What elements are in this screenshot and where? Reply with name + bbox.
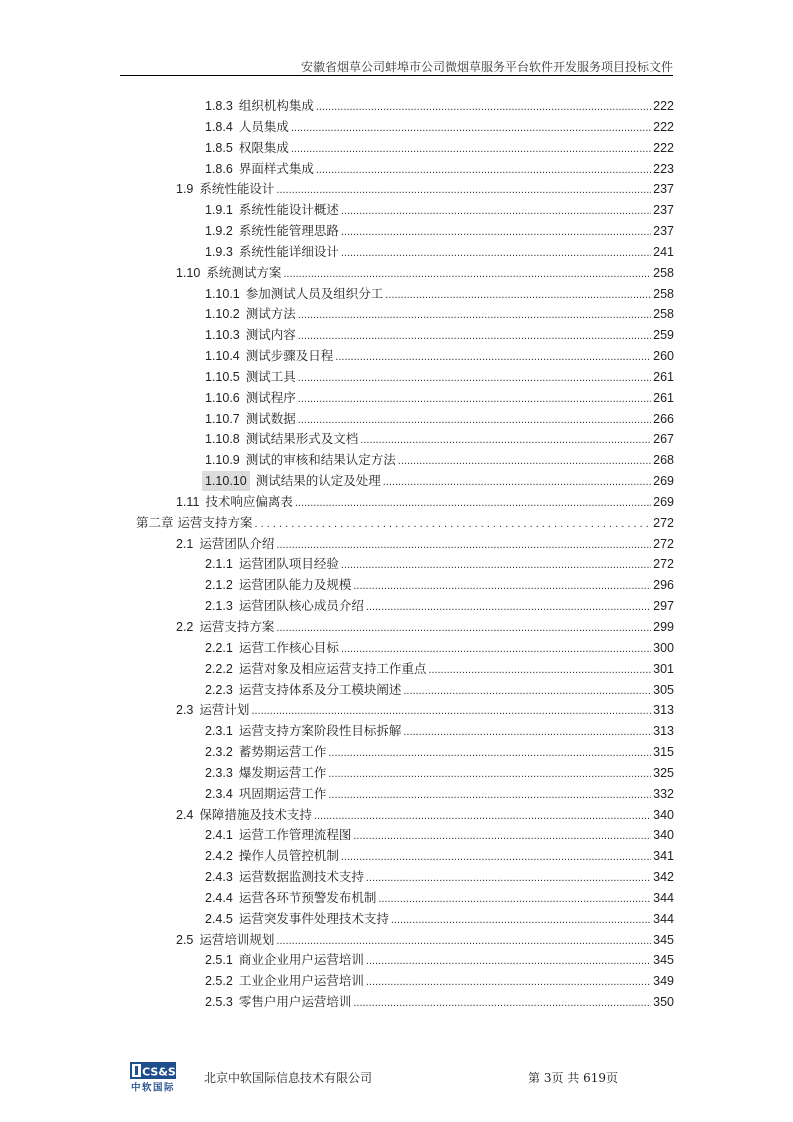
toc-entry-page: 341: [653, 849, 674, 864]
toc-entry-page: 237: [653, 224, 674, 239]
toc-entry-number: 2.1.2: [205, 578, 233, 593]
toc-entry-page: 350: [653, 995, 674, 1010]
toc-entry[interactable]: [205, 659, 674, 679]
toc-entry-page: 340: [653, 807, 674, 822]
toc-entry-page: 259: [653, 328, 674, 343]
toc-entry-number: 1.10.6: [205, 390, 240, 405]
toc-entry-page: 301: [653, 661, 674, 676]
toc-entry-number: 1.9.2: [205, 224, 233, 239]
toc-entry[interactable]: [176, 700, 674, 720]
toc-entry-page: 315: [653, 745, 674, 760]
toc-entry-number: 1.8.3: [205, 99, 233, 113]
toc-entry-number: 1.9.1: [205, 203, 233, 218]
toc-entry-number: 2.2.2: [205, 661, 233, 676]
toc-entry-number: 2.3.1: [205, 724, 233, 739]
toc-entry-page: 261: [653, 390, 674, 405]
toc-entry-page: 272: [653, 515, 674, 530]
toc-entry-title: 运营支持方案: [177, 514, 253, 530]
toc-entry[interactable]: [205, 304, 674, 324]
dot-leader: [341, 847, 651, 867]
toc-entry[interactable]: [205, 867, 674, 887]
toc-entry-page: 272: [653, 536, 674, 551]
toc-entry[interactable]: [205, 450, 674, 470]
toc-entry[interactable]: [205, 784, 674, 804]
toc-entry-title: 工业企业用户运营培训: [238, 973, 364, 989]
toc-entry-title: 爆发期运营工作: [238, 764, 327, 780]
toc-entry-number: 1.10.4: [205, 349, 240, 364]
toc-entry-title: 系统测试方案: [206, 264, 282, 280]
toc-entry-title: 测试数据: [245, 410, 296, 426]
toc-entry[interactable]: [176, 179, 674, 199]
toc-entry-page: 223: [653, 161, 674, 176]
toc-entry-number: 2.4.1: [205, 828, 233, 843]
toc-entry-page: 272: [653, 557, 674, 572]
dot-leader: [366, 868, 651, 888]
toc-entry-number: 2.3.2: [205, 745, 233, 760]
toc-entry-number: 2.2.3: [205, 682, 233, 697]
dot-leader: [291, 139, 651, 159]
dot-leader: [366, 951, 651, 971]
toc-entry-title: 人员集成: [238, 118, 289, 134]
toc-entry-number: 2.5: [176, 932, 194, 947]
toc-entry-page: 297: [653, 599, 674, 614]
toc-entry-number: 1.10.1: [205, 286, 240, 301]
toc-entry-page: 258: [653, 307, 674, 322]
dot-leader: [341, 201, 651, 221]
toc-entry-page: 313: [653, 724, 674, 739]
toc-entry-title: 运营支持体系及分工模块阐述: [238, 681, 402, 697]
toc-entry-title: 运营支持方案阶段性目标拆解: [238, 723, 402, 739]
footer-page-number: 第 3页 共 619页: [528, 1071, 618, 1085]
toc-entry-number: 1.11: [176, 494, 200, 509]
page-header: 安徽省烟草公司蚌埠市公司微烟草服务平台软件开发服务项目投标文件: [300, 60, 673, 74]
toc-entry-title: 巩固期运营工作: [238, 785, 327, 801]
toc-entry-title: 测试内容: [245, 327, 296, 343]
toc-entry-title: 系统性能详细设计: [238, 243, 339, 259]
toc-entry[interactable]: [205, 888, 674, 908]
toc-entry[interactable]: [205, 909, 674, 929]
toc-entry-title: 界面样式集成: [238, 160, 314, 176]
toc-entry-title: 蓄势期运营工作: [238, 744, 327, 760]
toc-entry-page: 300: [653, 640, 674, 655]
toc-entry-title: 运营培训规划: [199, 931, 275, 947]
toc-entry[interactable]: [205, 346, 674, 366]
toc-entry-title: 测试的审核和结果认定方法: [245, 452, 396, 468]
toc-entry-number: 2.4.5: [205, 911, 233, 926]
toc-entry-number: 2.2: [176, 620, 194, 634]
toc-entry-page: 305: [653, 682, 674, 697]
dot-leader: [366, 972, 651, 992]
dot-leader: [391, 910, 651, 930]
dot-leader: [366, 597, 651, 617]
toc-entry-title: 权限集成: [238, 139, 289, 155]
dot-leader: [298, 410, 651, 430]
dot-leader: [283, 264, 651, 284]
toc-entry-page: 349: [653, 974, 674, 989]
toc-entry-page: 269: [653, 474, 674, 489]
dot-leader: [328, 743, 651, 763]
toc-entry-page: 313: [653, 703, 674, 718]
toc-entry-title: 运营支持方案: [199, 619, 275, 634]
toc-entry-title: 操作人员管控机制: [238, 848, 339, 864]
toc-entry-title: 测试结果形式及文档: [245, 431, 359, 447]
dot-leader: [316, 160, 651, 180]
dot-leader: [298, 326, 651, 346]
toc-entry-number: 1.10.7: [205, 411, 240, 426]
toc-entry[interactable]: [176, 492, 674, 512]
toc-entry[interactable]: [205, 721, 674, 741]
toc-entry-title: 运营团队项目经验: [238, 556, 339, 572]
toc-entry-number: 2.4.4: [205, 890, 233, 905]
toc-entry-page: 267: [653, 432, 674, 447]
dot-leader: [316, 97, 651, 117]
toc-entry[interactable]: [176, 263, 674, 283]
toc-entry[interactable]: [176, 930, 674, 950]
dot-leader: [298, 305, 651, 325]
dot-leader: [385, 285, 651, 305]
toc-entry-title: 测试程序: [245, 389, 296, 405]
toc-entry[interactable]: [176, 805, 674, 825]
toc-entry-title: 运营对象及相应运营支持工作重点: [238, 660, 427, 676]
toc-entry-title: 测试工具: [245, 368, 296, 384]
toc-entry-number: 第二章: [136, 514, 174, 530]
toc-entry-number: 1.9.3: [205, 244, 233, 259]
toc-entry-number: 2.1.3: [205, 599, 233, 614]
toc-entry-number: 2.3.4: [205, 786, 233, 801]
dot-leader: [295, 493, 651, 513]
toc-entry-title: 商业企业用户运营培训: [238, 952, 364, 968]
toc-entry-title: 运营团队介绍: [199, 535, 275, 551]
toc-entry-page: 260: [653, 349, 674, 364]
toc-entry[interactable]: [205, 950, 674, 970]
toc-entry-title: 运营工作管理流程图: [238, 827, 352, 843]
header-rule: [120, 75, 673, 76]
dot-leader: [403, 722, 651, 742]
toc-entry-title: 运营各环节预警发布机制: [238, 889, 377, 905]
dot-leader: [314, 806, 651, 826]
toc-entry-number: 1.8.6: [205, 161, 233, 176]
dot-leader: [341, 222, 651, 242]
toc-entry[interactable]: [205, 596, 674, 616]
toc-entry[interactable]: [205, 554, 674, 574]
toc-entry-page: 296: [653, 578, 674, 593]
toc-entry-page: 344: [653, 890, 674, 905]
toc-entry[interactable]: [205, 284, 674, 304]
toc-entry-page: 258: [653, 286, 674, 301]
svg-text:中软国际: 中软国际: [130, 1082, 176, 1092]
toc-entry-number: 2.3.3: [205, 765, 233, 780]
toc-entry-title: 测试方法: [245, 306, 296, 322]
toc-entry-number: 2.4.3: [205, 870, 233, 885]
toc-entry-page: 258: [653, 265, 674, 280]
dot-leader: [353, 576, 651, 596]
toc-entry-page: 340: [653, 828, 674, 843]
toc-entry-page: 342: [653, 870, 674, 885]
toc-entry[interactable]: [205, 825, 674, 845]
toc-entry[interactable]: [205, 575, 674, 595]
dot-leader: [341, 243, 651, 263]
toc-entry-page: 222: [653, 119, 674, 134]
toc-entry-page: 345: [653, 953, 674, 968]
toc-entry-number: 2.1: [176, 536, 194, 551]
toc-entry[interactable]: [205, 846, 674, 866]
toc-entry-title: 参加测试人员及组织分工: [245, 285, 384, 301]
toc-entry-title: 运营团队能力及规模: [238, 577, 352, 593]
dot-leader: [276, 535, 651, 555]
dot-leader: [383, 472, 651, 492]
toc-entry[interactable]: [205, 680, 674, 700]
toc-entry[interactable]: [205, 96, 674, 116]
dot-leader: [328, 785, 651, 805]
toc-entry-title: 运营工作核心目标: [238, 639, 339, 655]
svg-text:CS&S: CS&S: [142, 1065, 176, 1079]
dot-leader: [298, 368, 651, 388]
toc-entry[interactable]: [205, 992, 674, 1012]
toc-entry-page: 222: [653, 140, 674, 155]
toc-entry-number: 1.9: [176, 182, 194, 197]
toc-entry-title: 运营计划: [199, 702, 250, 718]
toc-entry[interactable]: [205, 742, 674, 762]
toc-entry[interactable]: [205, 429, 674, 449]
toc-entry-number: 2.5.3: [205, 995, 233, 1010]
company-logo: [130, 1062, 176, 1092]
toc-entry-title: 运营突发事件处理技术支持: [238, 910, 389, 926]
toc-entry-title: 运营数据监测技术支持: [238, 869, 364, 885]
toc-entry-page: 269: [653, 494, 674, 509]
dot-leader: [378, 889, 651, 909]
dot-leader: [251, 701, 651, 721]
toc-entry-title: 零售户用户运营培训: [238, 994, 352, 1010]
toc-entry-number: 1.10.5: [205, 369, 240, 384]
toc-entry[interactable]: [136, 513, 674, 533]
toc-entry[interactable]: [205, 242, 674, 262]
dot-leader: [341, 639, 651, 659]
dot-leader: [341, 555, 651, 575]
dot-leader: [335, 347, 651, 367]
toc-entry[interactable]: [205, 200, 674, 220]
toc-entry-number: 2.4: [176, 807, 194, 822]
dot-leader: [276, 618, 651, 638]
dot-leader: [398, 451, 651, 471]
toc-entry-page: 345: [653, 932, 674, 947]
toc-entry-number: 2.3: [176, 703, 194, 718]
toc-entry[interactable]: [205, 117, 674, 137]
toc-entry-title: 保障措施及技术支持: [199, 806, 312, 822]
dot-leader: [403, 681, 651, 701]
dot-leader: [255, 514, 652, 534]
toc-entry[interactable]: [205, 221, 674, 241]
toc-entry-title: 技术响应偏离表: [205, 493, 293, 509]
dot-leader: [328, 764, 651, 784]
toc-entry-number: 1.10.9: [205, 453, 240, 468]
toc-entry[interactable]: [205, 763, 674, 783]
toc-entry-page: 237: [653, 203, 674, 218]
toc-entry-number: 1.10.10: [202, 471, 250, 491]
toc-entry-page: 332: [653, 786, 674, 801]
toc-entry-number: 1.10.2: [205, 307, 240, 322]
toc-entry-page: 222: [653, 99, 674, 113]
toc-entry[interactable]: [205, 367, 674, 387]
toc-entry-number: 1.10: [176, 265, 201, 280]
toc-entry-number: 1.10.3: [205, 328, 240, 343]
toc-entry-page: 344: [653, 911, 674, 926]
toc-entry-page: 268: [653, 453, 674, 468]
toc-entry-title: 测试结果的认定及处理: [255, 473, 381, 489]
toc-entry-page: 299: [653, 620, 674, 634]
toc-entry-number: 1.8.4: [205, 119, 233, 134]
toc-entry[interactable]: [205, 138, 674, 158]
dot-leader: [276, 180, 651, 200]
toc-entry-number: 1.8.5: [205, 140, 233, 155]
dot-leader: [428, 660, 651, 680]
toc-entry[interactable]: [205, 159, 674, 179]
dot-leader: [353, 826, 651, 846]
toc-entry[interactable]: [205, 325, 674, 345]
toc-entry-number: 2.1.1: [205, 557, 233, 572]
footer-company: 北京中软国际信息技术有限公司: [204, 1071, 373, 1085]
toc-entry[interactable]: [205, 388, 674, 408]
toc-entry[interactable]: [205, 971, 674, 991]
toc-entry-page: 237: [653, 182, 674, 197]
dot-leader: [298, 389, 651, 409]
toc-entry-page: 266: [653, 411, 674, 426]
toc-entry-number: 2.2.1: [205, 640, 233, 655]
toc-entry[interactable]: [176, 617, 674, 637]
toc-entry-title: 组织机构集成: [238, 98, 314, 113]
toc-entry-title: 系统性能设计: [199, 181, 275, 197]
toc-entry[interactable]: [176, 534, 674, 554]
toc-entry-title: 测试步骤及日程: [245, 348, 334, 364]
toc-entry-number: 2.5.2: [205, 974, 233, 989]
toc-entry-number: 2.4.2: [205, 849, 233, 864]
toc-entry-number: 1.10.8: [205, 432, 240, 447]
toc-entry[interactable]: [205, 409, 674, 429]
toc-entry-number: 2.5.1: [205, 953, 233, 968]
toc-entry[interactable]: [205, 471, 674, 491]
toc-entry-page: 325: [653, 765, 674, 780]
toc-entry-page: 261: [653, 369, 674, 384]
dot-leader: [291, 118, 651, 138]
toc-entry-title: 系统性能设计概述: [238, 202, 339, 218]
toc-entry-title: 运营团队核心成员介绍: [238, 598, 364, 614]
dot-leader: [276, 931, 651, 951]
toc-entry-page: 241: [653, 244, 674, 259]
toc-entry-title: 系统性能管理思路: [238, 223, 339, 239]
toc-entry[interactable]: [205, 638, 674, 658]
dot-leader: [353, 993, 651, 1013]
dot-leader: [360, 430, 651, 450]
